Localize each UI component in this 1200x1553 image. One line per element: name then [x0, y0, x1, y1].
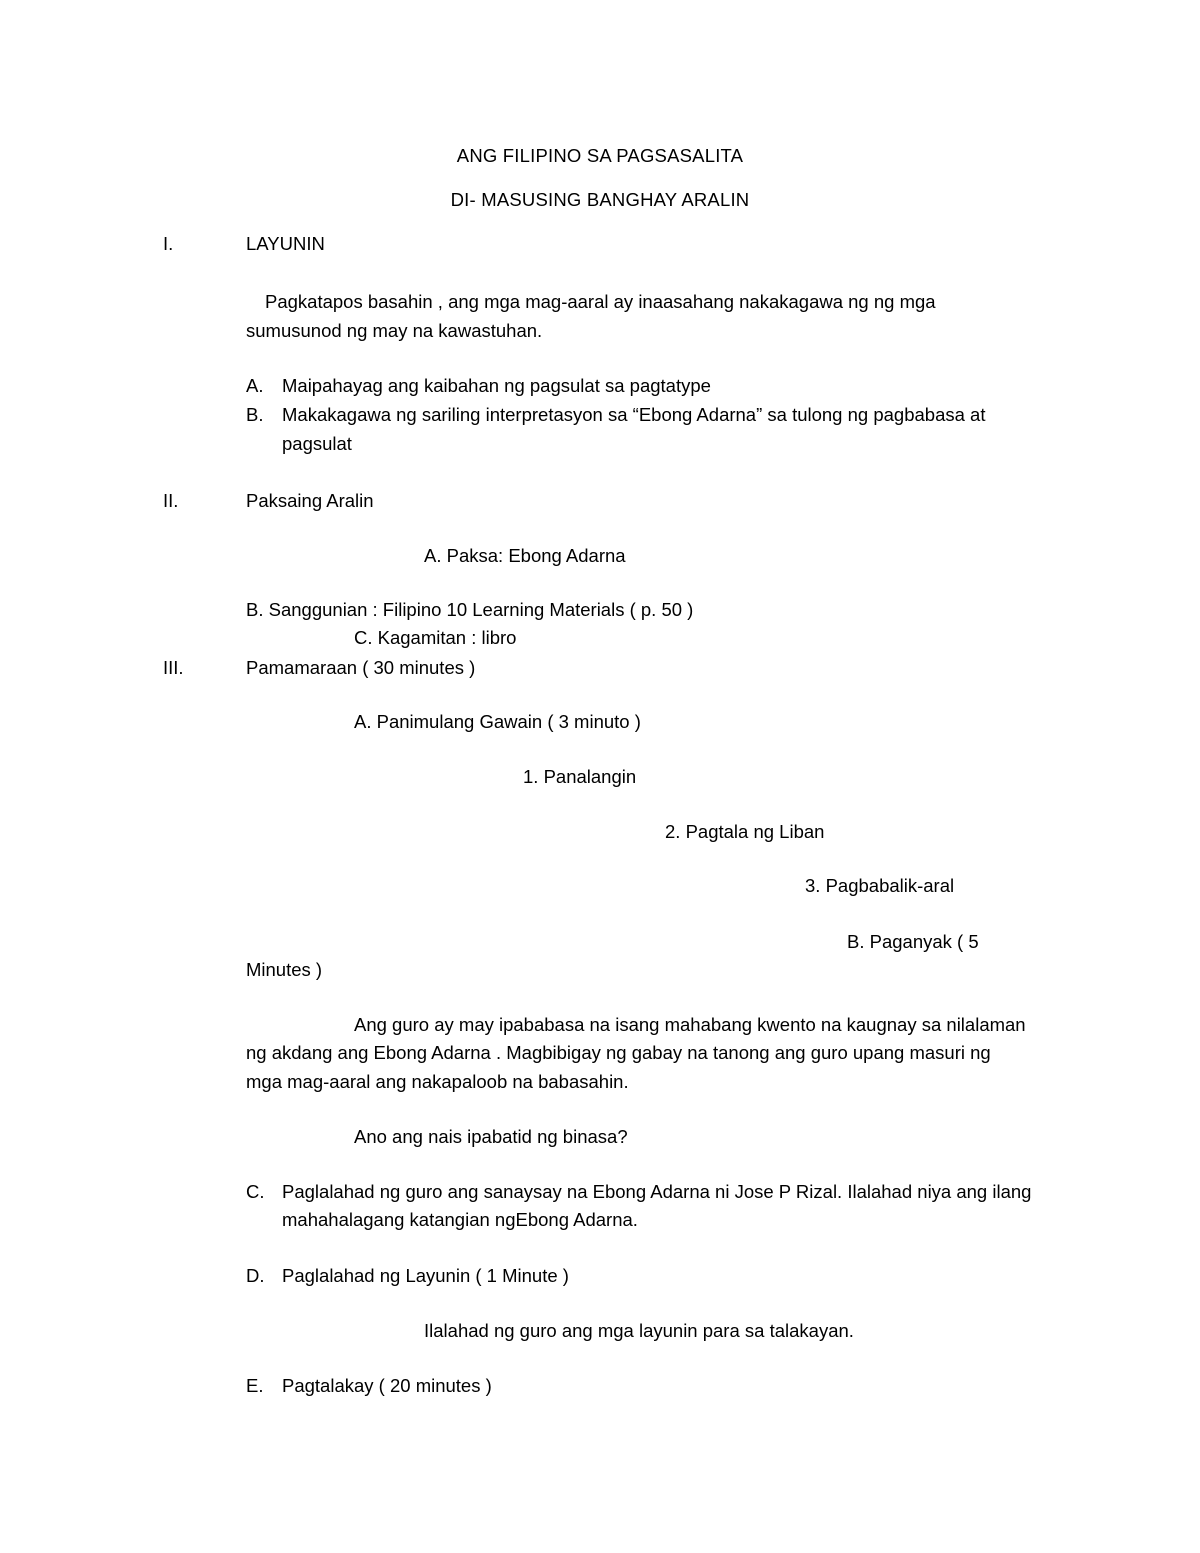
- panimulang-gawain-line: A. Panimulang Gawain ( 3 minuto ): [354, 711, 641, 732]
- objective-a-text: Maipahayag ang kaibahan ng pagsulat sa pagtatype: [282, 375, 711, 396]
- section-1-heading: LAYUNIN: [246, 233, 325, 254]
- step-2-line: 2. Pagtala ng Liban: [665, 821, 825, 842]
- paganyak-continuation: Minutes ): [246, 959, 323, 980]
- objective-intro-line-2: sumusunod ng may na kawastuhan.: [246, 320, 543, 341]
- item-e-text: Pagtalakay ( 20 minutes ): [282, 1375, 492, 1396]
- paragraph-line-3: mga mag-aaral ang nakapaloob na babasahin.: [246, 1071, 629, 1092]
- objective-b-marker: B.: [246, 404, 264, 425]
- objective-a-marker: A.: [246, 375, 264, 396]
- objective-intro-line-1: Pagkatapos basahin , ang mga mag-aaral ay inaasahang nakakagawa ng ng mga: [265, 291, 936, 312]
- paganyak-line: B. Paganyak ( 5: [847, 931, 979, 952]
- item-e-marker: E.: [246, 1375, 264, 1396]
- kagamitan-line: C. Kagamitan : libro: [354, 627, 517, 648]
- step-3-line: 3. Pagbabalik-aral: [805, 875, 955, 896]
- objective-b-text-line-1: Makakagawa ng sariling interpretasyon sa “Ebong Adarna” sa tulong ng pagbabasa at: [282, 404, 986, 425]
- document-subtitle: DI- MASUSING BANGHAY ARALIN: [450, 189, 750, 210]
- section-3-heading: Pamamaraan ( 30 minutes ): [246, 657, 476, 678]
- section-2-heading: Paksaing Aralin: [246, 490, 374, 511]
- item-c-line-2: mahahalagang katangian ngEbong Adarna.: [282, 1209, 638, 1230]
- objective-b-text-line-2: pagsulat: [282, 433, 352, 454]
- paragraph-line-1: Ang guro ay may ipababasa na isang mahabang kwento na kaugnay sa nilalaman: [354, 1014, 1026, 1035]
- item-c-line-1: Paglalahad ng guro ang sanaysay na Ebong Adarna ni Jose P Rizal. Ilalahad niya ang ilang: [282, 1181, 1032, 1202]
- paragraph-line-2: ng akdang ang Ebong Adarna . Magbibigay ng gabay na tanong ang guro upang masuri ng: [246, 1042, 991, 1063]
- document-title: ANG FILIPINO SA PAGSASALITA: [456, 145, 744, 166]
- section-2-numeral: II.: [163, 490, 179, 511]
- item-d-text: Paglalahad ng Layunin ( 1 Minute ): [282, 1265, 569, 1286]
- section-1-numeral: I.: [163, 233, 174, 254]
- sanggunian-line: B. Sanggunian : Filipino 10 Learning Materials ( p. 50 ): [246, 599, 694, 620]
- item-d-detail: Ilalahad ng guro ang mga layunin para sa talakayan.: [424, 1320, 854, 1341]
- step-1-line: 1. Panalangin: [523, 766, 637, 787]
- paksa-line: A. Paksa: Ebong Adarna: [424, 545, 626, 566]
- item-d-marker: D.: [246, 1265, 265, 1286]
- guide-question: Ano ang nais ipabatid ng binasa?: [354, 1126, 628, 1147]
- item-c-marker: C.: [246, 1181, 265, 1202]
- section-3-numeral: III.: [163, 657, 184, 678]
